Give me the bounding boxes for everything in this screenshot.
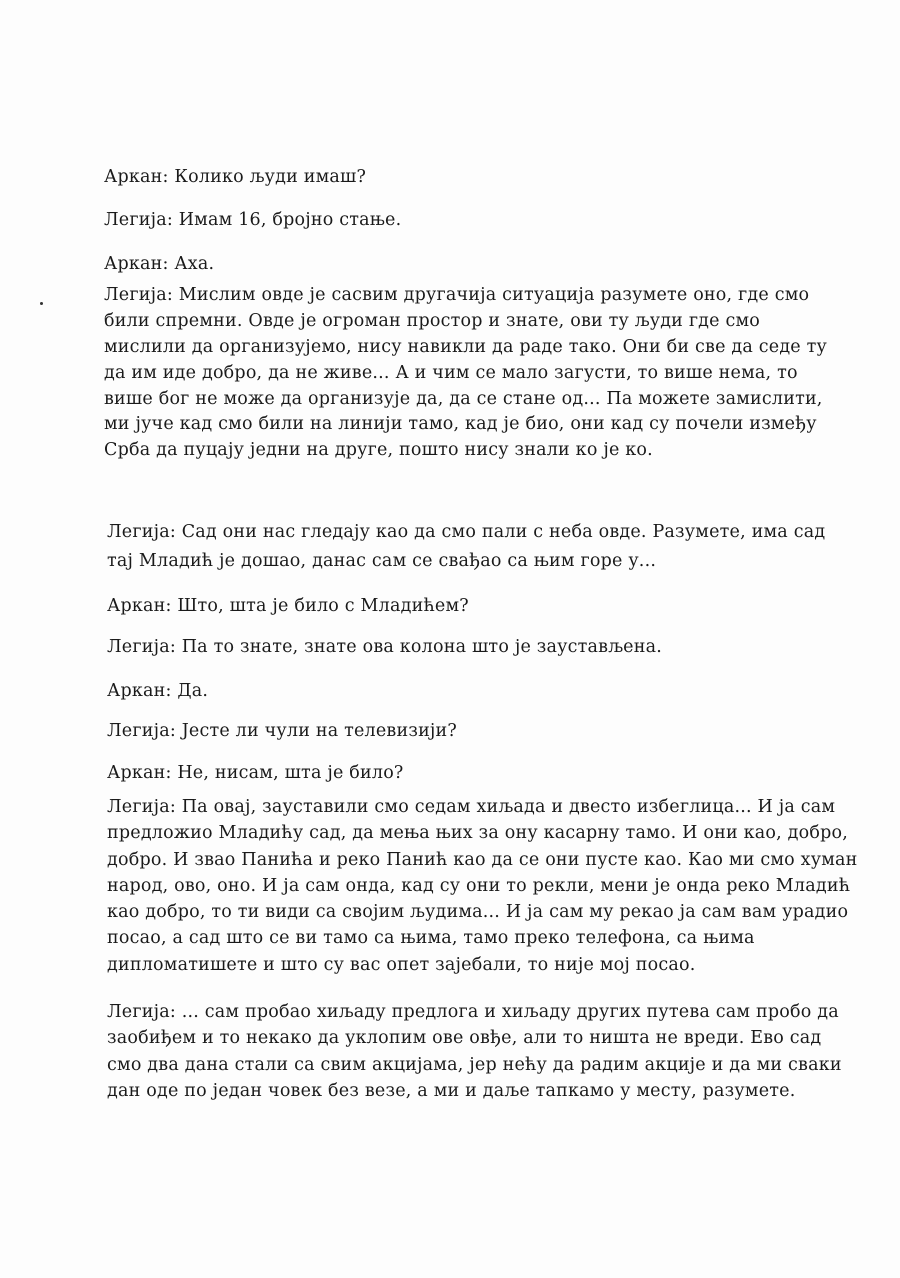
text-line: били спремни. Овде је огроман простор и знате, ови ту људи где смо: [104, 311, 761, 331]
text-line: Аркан: Аха.: [104, 254, 215, 274]
text-line: народ, ово, оно. И ја сам онда, кад су они то рекли, мени је онда реко Младић: [107, 876, 851, 896]
text-line: мислили да организујемо, нису навикли да раде тако. Они би све да седе ту: [104, 337, 828, 357]
text-line: Легија: Јесте ли чули на телевизији?: [107, 721, 458, 741]
scan-speck: [40, 302, 43, 305]
text-line: предложио Младићу сад, да мења њих за ону касарну тамо. И они као, добро,: [107, 823, 848, 843]
text-line: Аркан: Колико људи имаш?: [104, 167, 367, 187]
text-line: Легија: Па то знате, знате ова колона што је заустављена.: [107, 637, 662, 657]
text-line: Легија: Имам 16, бројно стање.: [104, 210, 402, 230]
text-line: ми јуче кад смо били на линији тамо, кад је био, они кад су почели између: [104, 414, 817, 434]
text-line: заобиђем и то некако да уклопим ове овђе, али то ништа не вреди. Ево сад: [107, 1028, 822, 1048]
text-line: да им иде добро, да не живе... А и чим се мало загусти, то више нема, то: [104, 363, 798, 383]
text-line: тај Младић је дошао, данас сам се свађао са њим горе у...: [107, 551, 657, 571]
text-line: више бог не може да организује да, да се стане од... Па можете замислити,: [104, 389, 823, 409]
text-line: Легија: Сад они нас гледају као да смо пали с неба овде. Разумете, има сад: [107, 522, 826, 542]
text-line: Легија: ... сам пробао хиљаду предлога и хиљаду других путева сам пробо да: [107, 1002, 839, 1022]
text-line: добро. И звао Панића и реко Панић као да се они пусте као. Као ми смо хуман: [107, 850, 858, 870]
text-line: Срба да пуцају једни на друге, пошто нису знали ко је ко.: [104, 440, 653, 460]
text-line: Аркан: Не, нисам, шта је било?: [107, 763, 404, 783]
text-line: Аркан: Што, шта је било с Младићем?: [107, 596, 469, 616]
text-line: дипломатишете и што су вас опет зајебали, то није мој посао.: [107, 955, 696, 975]
text-line: Аркан: Да.: [107, 681, 209, 701]
text-line: као добро, то ти види са својим људима... И ја сам му рекао ја сам вам урадио: [107, 902, 849, 922]
text-line: Легија: Па овај, зауставили смо седам хиљада и двесто избеглица... И ја сам: [107, 797, 836, 817]
text-line: Легија: Мислим овде је сасвим другачија ситуација разумете оно, где смо: [104, 285, 810, 305]
text-line: посао, а сад што се ви тамо са њима, тамо преко телефона, са њима: [107, 928, 755, 948]
text-line: смо два дана стали са свим акцијама, јер нећу да радим акције и да ми сваки: [107, 1055, 842, 1075]
text-line: дан оде по један човек без везе, а ми и даље тапкамо у месту, разумете.: [107, 1081, 796, 1101]
